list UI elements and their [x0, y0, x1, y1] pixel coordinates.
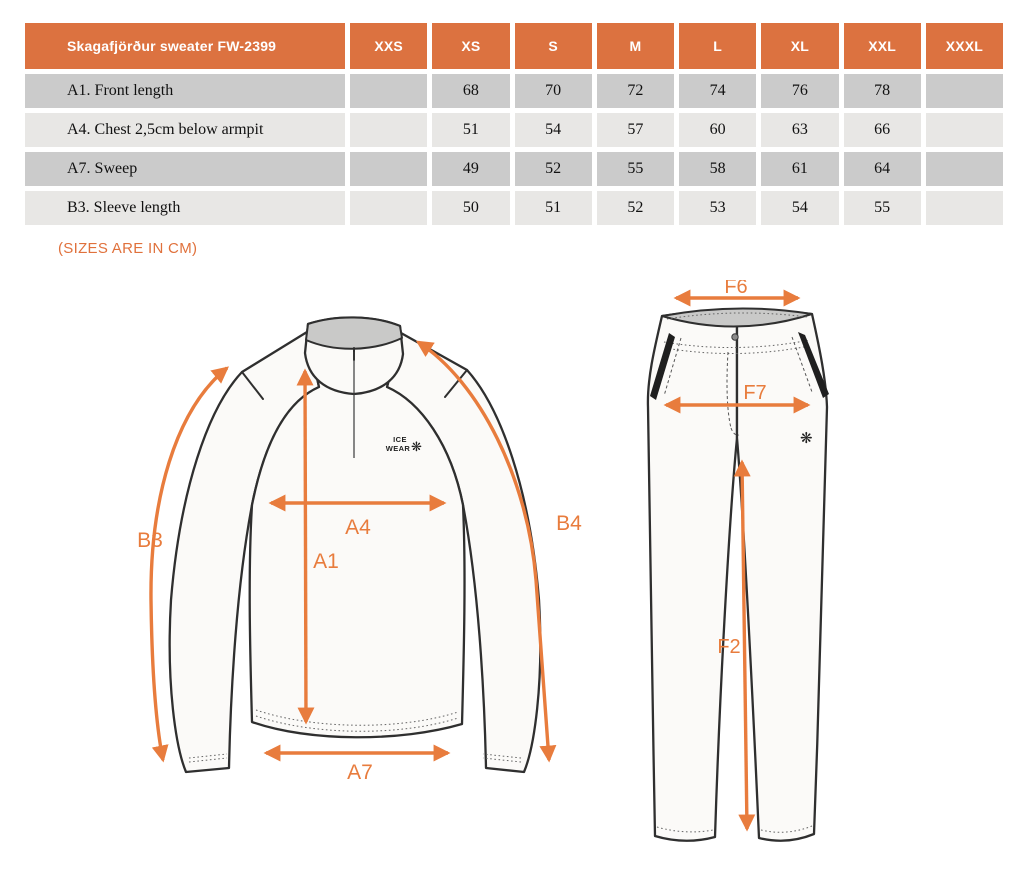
table-row-chest: [25, 113, 1003, 147]
cell-value: [350, 113, 427, 147]
size-header-xl: XL: [761, 23, 838, 69]
size-header-s: S: [515, 23, 592, 69]
table-row-front-length: [25, 74, 1003, 108]
cell-value: [926, 152, 1003, 186]
f6-label: F6: [724, 280, 748, 298]
row-label: A1. Front length: [25, 74, 345, 108]
cell-value: 55: [844, 191, 921, 225]
size-table-header: [25, 23, 1003, 69]
size-header-l: L: [679, 23, 756, 69]
cell-value: 53: [679, 191, 756, 225]
cell-value: 61: [761, 152, 838, 186]
icewear-logo-line2: WEAR: [385, 444, 411, 453]
cell-value: 64: [844, 152, 921, 186]
a1-front-length-arrow: [305, 371, 306, 722]
a1-label: A1: [313, 550, 339, 573]
size-header-xxxl: XXXL: [926, 23, 1003, 69]
f7-label: F7: [743, 382, 767, 404]
cell-value: 63: [761, 113, 838, 147]
cell-value: [350, 74, 427, 108]
cell-value: 70: [515, 74, 592, 108]
cell-value: [926, 191, 1003, 225]
table-row-sleeve-length: [25, 191, 1003, 225]
cell-value: [350, 152, 427, 186]
cell-value: 76: [761, 74, 838, 108]
cell-value: [926, 113, 1003, 147]
b4-label: B4: [556, 512, 582, 535]
pants-left-leg: [648, 312, 737, 841]
size-table: [20, 18, 1008, 230]
cell-value: 52: [515, 152, 592, 186]
cell-value: 57: [597, 113, 674, 147]
cell-value: 54: [761, 191, 838, 225]
sizes-unit-note: (SIZES ARE IN CM): [58, 240, 198, 257]
cell-value: [350, 191, 427, 225]
cell-value: 49: [432, 152, 509, 186]
a4-label: A4: [345, 516, 371, 539]
table-row-sweep: [25, 152, 1003, 186]
cell-value: 68: [432, 74, 509, 108]
cell-value: 58: [679, 152, 756, 186]
cell-value: 51: [432, 113, 509, 147]
row-label: A7. Sweep: [25, 152, 345, 186]
snowflake-icon: ❋: [800, 429, 813, 447]
size-header-xxs: XXS: [350, 23, 427, 69]
size-header-xs: XS: [432, 23, 509, 69]
size-header-m: M: [597, 23, 674, 69]
cell-value: 66: [844, 113, 921, 147]
row-label: B3. Sleeve length: [25, 191, 345, 225]
cell-value: 55: [597, 152, 674, 186]
product-title: Skagafjörður sweater FW-2399: [25, 23, 345, 69]
cell-value: [926, 74, 1003, 108]
cell-value: 50: [432, 191, 509, 225]
cell-value: 78: [844, 74, 921, 108]
icewear-logo-line1: ICE: [393, 435, 407, 444]
cell-value: 72: [597, 74, 674, 108]
f2-label: F2: [717, 636, 741, 658]
row-label: A4. Chest 2,5cm below armpit: [25, 113, 345, 147]
sweater-measurement-diagram: [130, 290, 620, 800]
waist-button: [732, 334, 738, 340]
cell-value: 51: [515, 191, 592, 225]
pants-measurement-diagram: [640, 280, 885, 880]
size-header-xxl: XXL: [844, 23, 921, 69]
cell-value: 74: [679, 74, 756, 108]
a7-label: A7: [347, 761, 373, 784]
cell-value: 52: [597, 191, 674, 225]
collar-inner: [306, 317, 402, 348]
cell-value: 60: [679, 113, 756, 147]
snowflake-icon: ❋: [411, 440, 422, 455]
b3-label: B3: [137, 529, 163, 552]
cell-value: 54: [515, 113, 592, 147]
